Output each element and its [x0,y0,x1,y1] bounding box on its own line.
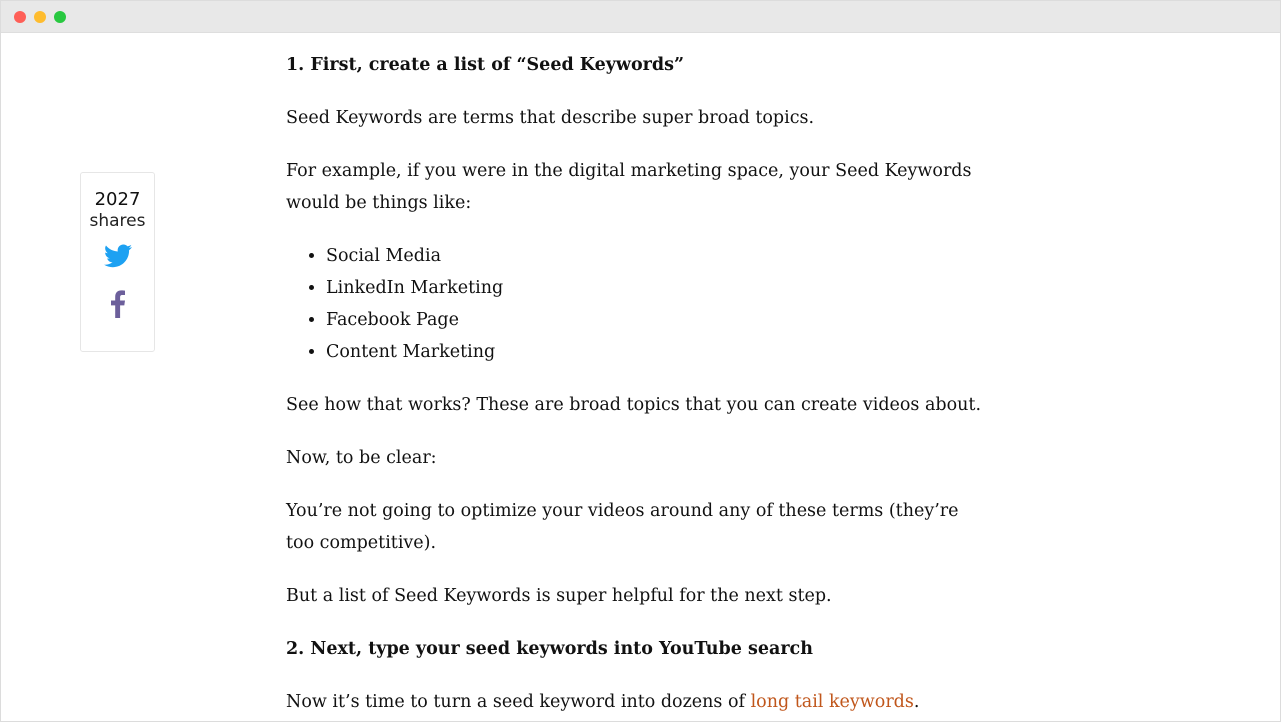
section-heading-1: 1. First, create a list of “Seed Keywords” [286,55,685,75]
list-item: • Facebook Page [326,304,986,336]
article-body [286,49,986,722]
title-bar [1,1,1280,33]
seed-keyword-list [286,240,986,368]
paragraph: For example, if you were in the digital marketing space, your Seed Keywords would be things like: [286,161,972,213]
list-item: • Content Marketing [326,336,986,368]
list-item: • Social Media [326,240,986,272]
section-heading-2: 2. Next, type your seed keywords into YouTube search [286,639,813,659]
share-label: shares [89,211,146,231]
paragraph-text: . [913,692,920,712]
share-count: 2027 [94,189,141,210]
long-tail-keywords-link[interactable]: long tail keywords [750,692,914,712]
paragraph: See how that works? These are broad topics that you can create videos about. [286,395,982,415]
twitter-icon[interactable] [104,244,132,268]
list-item: • LinkedIn Marketing [326,272,986,304]
paragraph: Seed Keywords are terms that describe super broad topics. [286,108,815,128]
close-window-button[interactable] [14,11,26,23]
paragraph-text: Now it’s time to turn a seed keyword into dozens of [286,692,751,712]
facebook-icon[interactable] [110,290,126,318]
paragraph: Now, to be clear: [286,448,437,468]
paragraph: You’re not going to optimize your videos around any of these terms (they’re too competitive). [286,501,959,553]
paragraph [286,686,986,718]
maximize-window-button[interactable] [54,11,66,23]
minimize-window-button[interactable] [34,11,46,23]
paragraph: But a list of Seed Keywords is super helpful for the next step. [286,586,832,606]
share-widget [80,172,155,352]
